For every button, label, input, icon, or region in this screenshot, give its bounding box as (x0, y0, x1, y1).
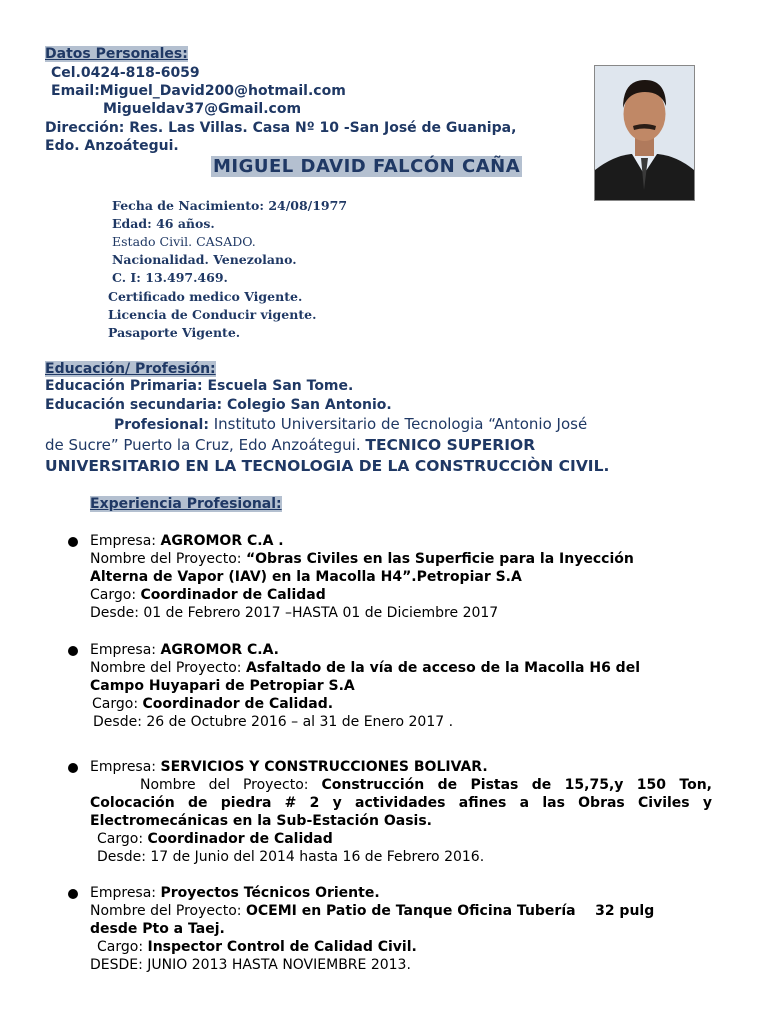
job-entry (90, 641, 712, 731)
job-role: Cargo: Coordinador de Calidad. (92, 696, 334, 712)
marital-status: Estado Civil. CASADO. (112, 234, 256, 249)
job-project: Nombre del Proyecto: “Obras Civiles en las Superficie para la Inyección (90, 551, 634, 567)
job-period: Desde: 01 de Febrero 2017 –HASTA 01 de Diciembre 2017 (90, 605, 499, 621)
job-project: Nombre del Proyecto: OCEMI en Patio de Tanque Oficina Tubería 32 pulg (90, 903, 655, 919)
bullet-icon (68, 537, 78, 547)
email-secondary: Migueldav37@Gmail.com (103, 101, 302, 117)
drivers-license: Licencia de Conducir vigente. (108, 307, 317, 322)
secondary-education: Educación secundaria: Colegio San Antonio. (45, 397, 392, 413)
email-primary: Email:Miguel_David200@hotmail.com (51, 83, 346, 99)
job-entry (90, 532, 712, 622)
bullet-icon (68, 646, 78, 656)
professional-title: UNIVERSITARIO EN LA TECNOLOGIA DE LA CONSTRUCCIÒN CIVIL. (45, 457, 610, 475)
job-company: Empresa: AGROMOR C.A. (90, 642, 279, 658)
job-project: Nombre del Proyecto: Asfaltado de la vía de acceso de la Macolla H6 del (90, 660, 640, 676)
experience-heading: Experiencia Profesional: (90, 496, 282, 512)
job-period: Desde: 17 de Junio del 2014 hasta 16 de Febrero 2016. (97, 849, 485, 865)
job-project: Nombre del Proyecto: Construcción de Pistas de 15,75,y 150 Ton, Colocación de piedra # 2 y actividades afines a las Obras Civiles y Electromecánicas en la Sub-Estación Oasis. (90, 777, 712, 829)
professional-education-line-1: Profesional: Instituto Universitario de Tecnologia “Antonio José (114, 415, 588, 433)
job-period: Desde: 26 de Octubre 2016 – al 31 de Enero 2017 . (93, 714, 454, 730)
job-company: Empresa: AGROMOR C.A . (90, 533, 284, 549)
job-entry (90, 884, 712, 974)
education-heading: Educación/ Profesión: (45, 361, 216, 377)
bullet-icon (68, 763, 78, 773)
full-name: MIGUEL DAVID FALCÓN CAÑA (213, 156, 521, 177)
job-role: Cargo: Coordinador de Calidad (90, 587, 326, 603)
profile-photo (594, 65, 695, 201)
professional-education-line-2: de Sucre” Puerto la Cruz, Edo Anzoátegui. TECNICO SUPERIOR (45, 436, 536, 454)
job-project-continued: Campo Huyapari de Petropiar S.A (90, 678, 355, 694)
personal-heading: Datos Personales: (45, 46, 188, 62)
passport: Pasaporte Vigente. (108, 325, 241, 340)
job-period: DESDE: JUNIO 2013 HASTA NOVIEMBRE 2013. (90, 957, 411, 973)
nationality: Nacionalidad. Venezolano. (112, 252, 297, 267)
person-portrait-icon (595, 66, 694, 200)
medical-certificate: Certificado medico Vigente. (108, 289, 303, 304)
birth-date: Fecha de Nacimiento: 24/08/1977 (112, 198, 348, 213)
job-project-continued: desde Pto a Taej. (90, 921, 225, 937)
id-number: C. I: 13.497.469. (112, 270, 228, 285)
job-role: Cargo: Coordinador de Calidad (97, 831, 333, 847)
job-company: Empresa: SERVICIOS Y CONSTRUCCIONES BOLIVAR. (90, 759, 488, 775)
address-line-1: Dirección: Res. Las Villas. Casa Nº 10 -San José de Guanipa, (45, 120, 517, 136)
primary-education: Educación Primaria: Escuela San Tome. (45, 378, 354, 394)
job-entry (90, 758, 712, 866)
job-project-continued: Alterna de Vapor (IAV) en la Macolla H4”.Petropiar S.A (90, 569, 522, 585)
job-role: Cargo: Inspector Control de Calidad Civil. (97, 939, 417, 955)
address-line-2: Edo. Anzoátegui. (45, 138, 179, 154)
job-company: Empresa: Proyectos Técnicos Oriente. (90, 885, 380, 901)
age: Edad: 46 años. (112, 216, 215, 231)
bullet-icon (68, 889, 78, 899)
phone: Cel.0424-818-6059 (51, 65, 200, 81)
